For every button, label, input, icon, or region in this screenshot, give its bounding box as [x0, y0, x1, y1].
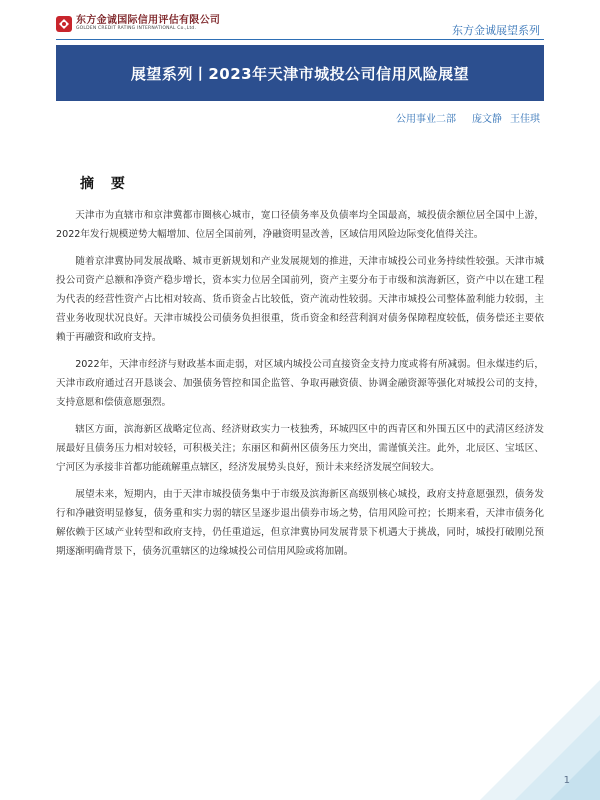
author-name: 王佳琪	[510, 114, 540, 125]
abstract-paragraph: 辖区方面，滨海新区战略定位高、经济财政实力一枝独秀，环城四区中的西青区和外围五区中的武清区经济发展最好且债务压力相对较轻，可积极关注；东丽区和蓟州区债务压力突出，需谨慎关注。此外，北辰区、宝坻区、宁河区为承接非首都功能疏解重点辖区，经济发展势头良好，预计未来经济发展空间较大。	[56, 424, 544, 473]
page-title: 展望系列丨2023年天津市城投公司信用风险展望	[130, 64, 470, 83]
abstract-paragraph: 2022年，天津市经济与财政基本面走弱，对区域内城投公司直接资金支持力度或将有所减弱。但永煤违约后，天津市政府通过召开恳谈会、加强债务管控和国企监管、争取再融资债、协调金融资源等强化对城投公司的支持，支持意愿和偿债意愿强烈。	[56, 359, 544, 408]
header-rule	[56, 39, 544, 40]
byline	[396, 110, 540, 125]
title-bar	[56, 45, 544, 101]
page-number: 1	[563, 775, 570, 786]
abstract-heading: 摘 要	[80, 176, 131, 192]
logo-text-en: GOLDEN CREDIT RATING INTERNATIONAL Co.,Ltd.	[76, 26, 197, 31]
abstract-paragraph: 随着京津冀协同发展战略、城市更新规划和产业发展规划的推进，天津市城投公司业务持续性较强。天津市城投公司资产总额和净资产稳步增长，资本实力位居全国前列，资产主要分布于市级和滨海新区，资产中以在建工程为代表的经营性资产占比相对较高、货币资金占比较低，资产流动性较弱。天津市城投公司整体盈利能力较弱，主营业务收现状况良好。天津市城投公司债务负担很重，货币资金和经营利润对债务保障程度较低，债务偿还主要依赖于再融资和政府支持。	[56, 256, 544, 343]
corner-decoration	[460, 660, 600, 800]
logo-text-cn: 东方金诚国际信用评估有限公司	[76, 15, 221, 26]
header-logo	[56, 15, 220, 32]
company-logo-icon	[56, 16, 72, 32]
abstract-paragraph: 天津市为直辖市和京津冀都市圈核心城市，宽口径债务率及负债率均全国最高，城投债余额位居全国中上游，2022年发行规模逆势大幅增加、位居全国前列，净融资明显改善，区域信用风险边际变化值得关注。	[56, 210, 544, 240]
series-label: 东方金诚展望系列	[452, 24, 540, 37]
abstract-paragraph: 展望未来，短期内，由于天津市城投债务集中于市级及滨海新区高级别核心城投，政府支持意愿强烈，债务发行和净融资明显修复，债务重和实力弱的辖区呈逐步退出债券市场之势，信用风险可控；长期来看，天津市债务化解依赖于区域产业转型和政府支持，仍任重道远，但京津冀协同发展背景下机遇大于挑战，同时，城投打破刚兑预期逐渐明确背景下，债务沉重辖区的边缘城投公司信用风险或将加剧。	[56, 489, 544, 557]
department: 公用事业二部	[396, 114, 456, 125]
abstract-body	[56, 206, 544, 569]
author-name: 庞文静	[472, 114, 502, 125]
